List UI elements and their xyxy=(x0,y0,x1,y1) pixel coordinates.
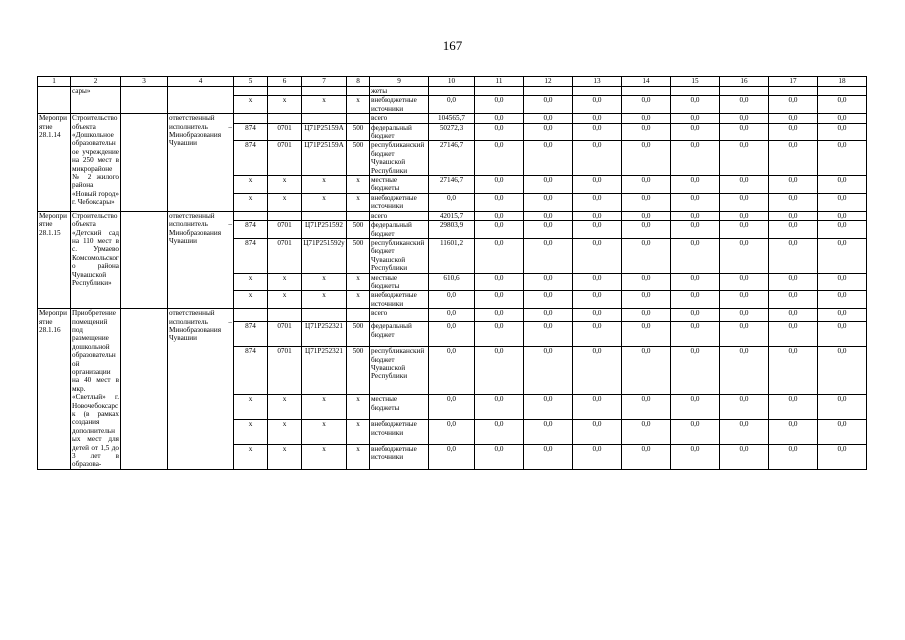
amount-cell: 0,0 xyxy=(622,309,671,322)
amount-cell: 0,0 xyxy=(429,445,475,470)
rz-pr-cell: x xyxy=(268,395,302,420)
column-number: 9 xyxy=(370,77,429,87)
amount-cell: 0,0 xyxy=(524,322,573,347)
column-number: 7 xyxy=(302,77,347,87)
amount-cell: 0,0 xyxy=(818,273,867,291)
funding-source-cell: местные бюджеты xyxy=(370,273,429,291)
amount-cell: 0,0 xyxy=(769,96,818,114)
vr-cell: x xyxy=(347,420,370,445)
amount-cell: 0,0 xyxy=(818,114,867,123)
budget-table xyxy=(37,76,867,470)
amount-cell: 0,0 xyxy=(671,291,720,309)
amount-cell: 0,0 xyxy=(573,114,622,123)
amount-cell: 0,0 xyxy=(818,141,867,176)
amount-cell xyxy=(769,87,818,96)
gr-code-cell: 874 xyxy=(234,347,268,395)
target-indicator-cell xyxy=(121,309,168,470)
csr-cell: x xyxy=(302,193,347,211)
amount-cell: 0,0 xyxy=(720,114,769,123)
csr-cell: x xyxy=(302,420,347,445)
amount-cell: 0,0 xyxy=(671,96,720,114)
amount-cell: 0,0 xyxy=(475,211,524,220)
vr-cell: 500 xyxy=(347,141,370,176)
column-number: 4 xyxy=(168,77,234,87)
csr-cell: Ц71Р251592у xyxy=(302,238,347,273)
amount-cell: 0,0 xyxy=(475,123,524,141)
amount-cell: 0,0 xyxy=(524,221,573,239)
measure-name-cell: сары» xyxy=(71,87,121,114)
amount-cell: 0,0 xyxy=(622,141,671,176)
gr-code-cell: x xyxy=(234,395,268,420)
amount-cell: 0,0 xyxy=(720,395,769,420)
amount-cell: 0,0 xyxy=(818,176,867,194)
amount-cell: 0,0 xyxy=(818,193,867,211)
column-number: 5 xyxy=(234,77,268,87)
amount-cell: 0,0 xyxy=(573,273,622,291)
amount-cell: 0,0 xyxy=(573,322,622,347)
amount-cell: 0,0 xyxy=(475,445,524,470)
amount-cell: 0,0 xyxy=(573,291,622,309)
amount-cell: 0,0 xyxy=(622,347,671,395)
column-number: 13 xyxy=(573,77,622,87)
amount-cell: 0,0 xyxy=(573,211,622,220)
amount-cell: 0,0 xyxy=(622,96,671,114)
csr-cell xyxy=(302,114,347,123)
amount-cell: 0,0 xyxy=(622,211,671,220)
amount-cell: 0,0 xyxy=(429,96,475,114)
amount-cell: 0,0 xyxy=(671,193,720,211)
gr-code-cell: 874 xyxy=(234,141,268,176)
amount-cell: 0,0 xyxy=(769,176,818,194)
funding-source-cell: всего xyxy=(370,114,429,123)
measure-code-cell: Мероприятие 28.1.14 xyxy=(38,114,71,211)
column-number: 11 xyxy=(475,77,524,87)
amount-cell: 0,0 xyxy=(818,322,867,347)
vr-cell: x xyxy=(347,273,370,291)
measure-name-cell: Строительство объекта «Детский сад на 110 мест в с. Урмаево Комсомольского района Чувашской Республики» xyxy=(71,211,121,308)
amount-cell: 0,0 xyxy=(769,347,818,395)
amount-cell: 0,0 xyxy=(475,114,524,123)
amount-cell: 0,0 xyxy=(720,141,769,176)
target-indicator-cell xyxy=(121,211,168,308)
funding-source-cell: жеты xyxy=(370,87,429,96)
amount-cell: 0,0 xyxy=(429,193,475,211)
amount-cell: 0,0 xyxy=(524,445,573,470)
gr-code-cell: x xyxy=(234,445,268,470)
amount-cell: 0,0 xyxy=(429,291,475,309)
vr-cell: x xyxy=(347,96,370,114)
amount-cell: 0,0 xyxy=(573,395,622,420)
csr-cell: Ц71Р252321 xyxy=(302,322,347,347)
amount-cell: 0,0 xyxy=(524,114,573,123)
amount-cell xyxy=(573,87,622,96)
amount-cell: 0,0 xyxy=(671,211,720,220)
amount-cell: 0,0 xyxy=(720,291,769,309)
rz-pr-cell: 0701 xyxy=(268,141,302,176)
amount-cell: 0,0 xyxy=(573,221,622,239)
amount-cell: 0,0 xyxy=(573,141,622,176)
amount-cell: 0,0 xyxy=(671,309,720,322)
amount-cell: 0,0 xyxy=(524,291,573,309)
column-number: 17 xyxy=(769,77,818,87)
funding-source-cell: республиканский бюджет Чувашской Республики xyxy=(370,238,429,273)
funding-source-cell: всего xyxy=(370,309,429,322)
amount-cell: 0,0 xyxy=(818,309,867,322)
amount-cell xyxy=(622,87,671,96)
amount-cell: 0,0 xyxy=(818,420,867,445)
amount-cell: 0,0 xyxy=(769,211,818,220)
amount-cell: 0,0 xyxy=(671,273,720,291)
amount-cell: 11601,2 xyxy=(429,238,475,273)
table-row xyxy=(38,211,867,220)
amount-cell: 0,0 xyxy=(524,96,573,114)
csr-cell: Ц71Р25159А xyxy=(302,123,347,141)
rz-pr-cell: x xyxy=(268,445,302,470)
csr-cell xyxy=(302,211,347,220)
table-row xyxy=(38,114,867,123)
amount-cell: 0,0 xyxy=(720,176,769,194)
rz-pr-cell: 0701 xyxy=(268,221,302,239)
amount-cell: 42015,7 xyxy=(429,211,475,220)
vr-cell: 500 xyxy=(347,322,370,347)
rz-pr-cell xyxy=(268,211,302,220)
target-indicator-cell xyxy=(121,114,168,211)
amount-cell: 610,6 xyxy=(429,273,475,291)
gr-code-cell: x xyxy=(234,176,268,194)
funding-source-cell: республиканский бюджет Чувашской Республики xyxy=(370,141,429,176)
funding-source-cell: республиканский бюджет Чувашской Республики xyxy=(370,347,429,395)
amount-cell: 0,0 xyxy=(475,347,524,395)
amount-cell: 0,0 xyxy=(769,291,818,309)
vr-cell: x xyxy=(347,176,370,194)
amount-cell: 0,0 xyxy=(622,395,671,420)
amount-cell: 0,0 xyxy=(573,347,622,395)
amount-cell: 0,0 xyxy=(524,193,573,211)
amount-cell: 0,0 xyxy=(524,273,573,291)
amount-cell: 0,0 xyxy=(720,221,769,239)
amount-cell: 0,0 xyxy=(573,123,622,141)
gr-code-cell: 874 xyxy=(234,322,268,347)
amount-cell: 0,0 xyxy=(475,273,524,291)
amount-cell: 0,0 xyxy=(818,291,867,309)
gr-code-cell: x xyxy=(234,96,268,114)
amount-cell: 0,0 xyxy=(720,238,769,273)
vr-cell: 500 xyxy=(347,123,370,141)
gr-code-cell xyxy=(234,87,268,96)
rz-pr-cell: x xyxy=(268,273,302,291)
amount-cell: 0,0 xyxy=(769,221,818,239)
csr-cell: Ц71Р25159А xyxy=(302,141,347,176)
amount-cell: 0,0 xyxy=(622,123,671,141)
rz-pr-cell xyxy=(268,309,302,322)
amount-cell: 0,0 xyxy=(720,420,769,445)
amount-cell: 0,0 xyxy=(524,123,573,141)
executor-cell: ответственный исполнитель – Минобразования Чувашии xyxy=(168,211,234,308)
executor-cell: ответственный исполнитель – Минобразования Чувашии xyxy=(168,114,234,211)
gr-code-cell: 874 xyxy=(234,221,268,239)
executor-cell xyxy=(168,87,234,114)
vr-cell: x xyxy=(347,193,370,211)
measure-code-cell: Мероприятие 28.1.16 xyxy=(38,309,71,470)
amount-cell: 0,0 xyxy=(671,141,720,176)
target-indicator-cell xyxy=(121,87,168,114)
amount-cell: 0,0 xyxy=(622,176,671,194)
amount-cell: 0,0 xyxy=(622,322,671,347)
amount-cell: 0,0 xyxy=(475,221,524,239)
funding-source-cell: внебюджетные источники xyxy=(370,445,429,470)
amount-cell: 0,0 xyxy=(573,96,622,114)
column-number: 18 xyxy=(818,77,867,87)
amount-cell xyxy=(720,87,769,96)
amount-cell: 0,0 xyxy=(671,176,720,194)
column-number: 10 xyxy=(429,77,475,87)
column-number: 16 xyxy=(720,77,769,87)
amount-cell: 0,0 xyxy=(671,322,720,347)
gr-code-cell xyxy=(234,114,268,123)
amount-cell: 0,0 xyxy=(769,309,818,322)
amount-cell: 0,0 xyxy=(429,420,475,445)
amount-cell xyxy=(475,87,524,96)
amount-cell: 0,0 xyxy=(818,221,867,239)
rz-pr-cell: 0701 xyxy=(268,322,302,347)
amount-cell: 0,0 xyxy=(622,291,671,309)
rz-pr-cell: x xyxy=(268,291,302,309)
gr-code-cell: x xyxy=(234,291,268,309)
amount-cell xyxy=(524,87,573,96)
rz-pr-cell: 0701 xyxy=(268,123,302,141)
rz-pr-cell xyxy=(268,114,302,123)
amount-cell: 0,0 xyxy=(671,395,720,420)
amount-cell: 0,0 xyxy=(475,309,524,322)
amount-cell: 0,0 xyxy=(720,193,769,211)
amount-cell: 27146,7 xyxy=(429,141,475,176)
gr-code-cell: 874 xyxy=(234,123,268,141)
amount-cell: 0,0 xyxy=(769,273,818,291)
csr-cell: Ц71Р252321 xyxy=(302,347,347,395)
rz-pr-cell xyxy=(268,87,302,96)
amount-cell: 0,0 xyxy=(720,96,769,114)
column-number: 15 xyxy=(671,77,720,87)
amount-cell: 0,0 xyxy=(769,193,818,211)
amount-cell: 0,0 xyxy=(475,141,524,176)
vr-cell: 500 xyxy=(347,347,370,395)
amount-cell: 0,0 xyxy=(475,322,524,347)
funding-source-cell: местные бюджеты xyxy=(370,395,429,420)
measure-name-cell: Строительство объекта «Дошкольное образовательное учреждение на 250 мест в микрорайоне № 2 жилого района «Новый город» г. Чебоксары» xyxy=(71,114,121,211)
amount-cell: 0,0 xyxy=(720,322,769,347)
amount-cell: 0,0 xyxy=(429,395,475,420)
gr-code-cell: 874 xyxy=(234,238,268,273)
amount-cell: 0,0 xyxy=(671,221,720,239)
vr-cell: 500 xyxy=(347,221,370,239)
column-number: 2 xyxy=(71,77,121,87)
table-row xyxy=(38,309,867,322)
amount-cell: 0,0 xyxy=(573,176,622,194)
amount-cell: 0,0 xyxy=(524,176,573,194)
gr-code-cell: x xyxy=(234,420,268,445)
amount-cell: 0,0 xyxy=(475,420,524,445)
funding-source-cell: федеральный бюджет xyxy=(370,221,429,239)
amount-cell: 0,0 xyxy=(720,123,769,141)
amount-cell: 0,0 xyxy=(573,420,622,445)
vr-cell xyxy=(347,87,370,96)
vr-cell: 500 xyxy=(347,238,370,273)
funding-source-cell: федеральный бюджет xyxy=(370,322,429,347)
amount-cell: 0,0 xyxy=(429,309,475,322)
amount-cell: 0,0 xyxy=(769,123,818,141)
table-row xyxy=(38,87,867,96)
amount-cell: 0,0 xyxy=(622,445,671,470)
amount-cell: 0,0 xyxy=(818,96,867,114)
amount-cell: 0,0 xyxy=(475,238,524,273)
amount-cell: 0,0 xyxy=(769,141,818,176)
amount-cell: 0,0 xyxy=(671,114,720,123)
amount-cell: 0,0 xyxy=(818,445,867,470)
amount-cell: 0,0 xyxy=(720,273,769,291)
amount-cell: 0,0 xyxy=(769,238,818,273)
vr-cell xyxy=(347,309,370,322)
amount-cell: 0,0 xyxy=(769,420,818,445)
amount-cell: 0,0 xyxy=(671,347,720,395)
measure-code-cell xyxy=(38,87,71,114)
amount-cell: 0,0 xyxy=(622,273,671,291)
vr-cell: x xyxy=(347,445,370,470)
csr-cell: x xyxy=(302,176,347,194)
rz-pr-cell: x xyxy=(268,420,302,445)
csr-cell: x xyxy=(302,96,347,114)
amount-cell: 0,0 xyxy=(720,445,769,470)
amount-cell: 0,0 xyxy=(818,238,867,273)
amount-cell: 0,0 xyxy=(818,123,867,141)
amount-cell: 29803,9 xyxy=(429,221,475,239)
amount-cell: 0,0 xyxy=(429,322,475,347)
column-number: 1 xyxy=(38,77,71,87)
funding-source-cell: внебюджетные источники xyxy=(370,96,429,114)
amount-cell: 0,0 xyxy=(818,211,867,220)
gr-code-cell: x xyxy=(234,273,268,291)
amount-cell: 0,0 xyxy=(524,141,573,176)
amount-cell: 0,0 xyxy=(429,347,475,395)
column-number: 8 xyxy=(347,77,370,87)
csr-cell: x xyxy=(302,291,347,309)
amount-cell: 0,0 xyxy=(475,291,524,309)
gr-code-cell xyxy=(234,309,268,322)
funding-source-cell: внебюджетные источники xyxy=(370,420,429,445)
funding-source-cell: внебюджетные источники xyxy=(370,193,429,211)
amount-cell: 0,0 xyxy=(720,211,769,220)
amount-cell: 0,0 xyxy=(769,322,818,347)
amount-cell: 0,0 xyxy=(818,395,867,420)
csr-cell xyxy=(302,87,347,96)
amount-cell: 0,0 xyxy=(720,347,769,395)
amount-cell: 27146,7 xyxy=(429,176,475,194)
column-number: 14 xyxy=(622,77,671,87)
measure-code-cell: Мероприятие 28.1.15 xyxy=(38,211,71,308)
amount-cell: 0,0 xyxy=(475,395,524,420)
amount-cell: 0,0 xyxy=(622,420,671,445)
vr-cell xyxy=(347,114,370,123)
amount-cell: 0,0 xyxy=(671,123,720,141)
vr-cell xyxy=(347,211,370,220)
amount-cell: 0,0 xyxy=(622,193,671,211)
amount-cell: 0,0 xyxy=(524,211,573,220)
amount-cell: 0,0 xyxy=(573,445,622,470)
column-number: 6 xyxy=(268,77,302,87)
amount-cell xyxy=(671,87,720,96)
amount-cell: 0,0 xyxy=(622,114,671,123)
amount-cell: 0,0 xyxy=(573,309,622,322)
column-number-row xyxy=(38,77,867,87)
amount-cell: 0,0 xyxy=(573,238,622,273)
funding-source-cell: всего xyxy=(370,211,429,220)
funding-source-cell: местные бюджеты xyxy=(370,176,429,194)
gr-code-cell xyxy=(234,211,268,220)
funding-source-cell: внебюджетные источники xyxy=(370,291,429,309)
amount-cell: 0,0 xyxy=(475,176,524,194)
gr-code-cell: x xyxy=(234,193,268,211)
amount-cell: 0,0 xyxy=(671,238,720,273)
amount-cell: 0,0 xyxy=(769,445,818,470)
amount-cell: 0,0 xyxy=(573,193,622,211)
amount-cell: 0,0 xyxy=(622,238,671,273)
amount-cell: 50272,3 xyxy=(429,123,475,141)
measure-name-cell: Приобретение помещений под размещение дошкольной образовательной организации на 40 мест в мкр. «Светлый» г. Новочебоксарск (в рамках создания дополнительных мест для детей от 1,5 до 3 лет в образова- xyxy=(72,309,119,469)
amount-cell: 104565,7 xyxy=(429,114,475,123)
amount-cell: 0,0 xyxy=(818,347,867,395)
csr-cell: Ц71Р251592 xyxy=(302,221,347,239)
rz-pr-cell: 0701 xyxy=(268,347,302,395)
vr-cell: x xyxy=(347,395,370,420)
rz-pr-cell: x xyxy=(268,96,302,114)
amount-cell xyxy=(818,87,867,96)
amount-cell: 0,0 xyxy=(524,347,573,395)
amount-cell: 0,0 xyxy=(671,420,720,445)
amount-cell: 0,0 xyxy=(720,309,769,322)
csr-cell xyxy=(302,309,347,322)
amount-cell: 0,0 xyxy=(622,221,671,239)
amount-cell: 0,0 xyxy=(524,238,573,273)
vr-cell: x xyxy=(347,291,370,309)
amount-cell: 0,0 xyxy=(475,193,524,211)
amount-cell: 0,0 xyxy=(524,309,573,322)
csr-cell: x xyxy=(302,395,347,420)
amount-cell: 0,0 xyxy=(524,395,573,420)
funding-source-cell: федеральный бюджет xyxy=(370,123,429,141)
column-number: 12 xyxy=(524,77,573,87)
csr-cell: x xyxy=(302,445,347,470)
executor-cell: ответственный исполнитель – Минобразования Чувашии xyxy=(168,309,234,470)
csr-cell: x xyxy=(302,273,347,291)
amount-cell: 0,0 xyxy=(671,445,720,470)
amount-cell xyxy=(429,87,475,96)
page-number: 167 xyxy=(442,38,463,53)
rz-pr-cell: x xyxy=(268,193,302,211)
rz-pr-cell: x xyxy=(268,176,302,194)
amount-cell: 0,0 xyxy=(524,420,573,445)
amount-cell: 0,0 xyxy=(769,114,818,123)
amount-cell: 0,0 xyxy=(769,395,818,420)
amount-cell: 0,0 xyxy=(475,96,524,114)
rz-pr-cell: 0701 xyxy=(268,238,302,273)
column-number: 3 xyxy=(121,77,168,87)
